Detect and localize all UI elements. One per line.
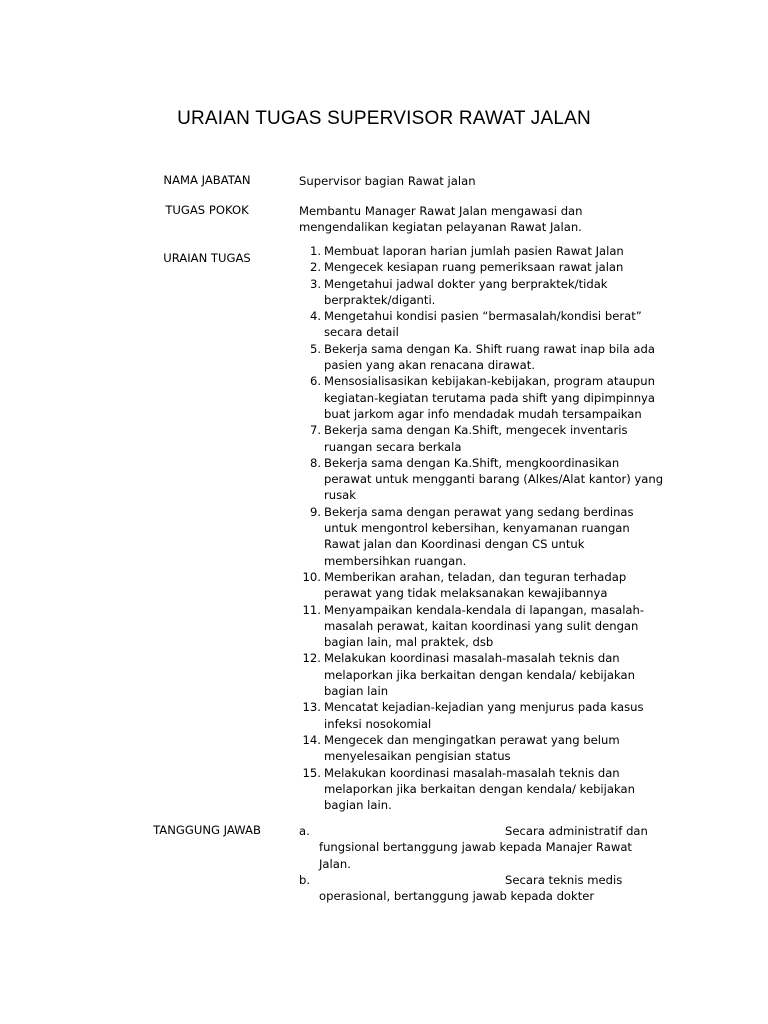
label-uraian-tugas: URAIAN TUGAS: [163, 251, 251, 265]
list-item: 3. Mengetahui jadwal dokter yang berpraktek/tidak berpraktek/diganti.: [309, 276, 608, 307]
list-item: 10. Memberikan arahan, teladan, dan teguran terhadap perawat yang tidak melaksanakan kewajibannya: [302, 569, 627, 601]
list-item: 1. Membuat laporan harian jumlah pasien Rawat Jalan: [309, 244, 624, 258]
list-item: 4. Mengetahui kondisi pasien “bermasalah/kondisi berat” secara detail: [309, 309, 642, 340]
list-item: 11. Menyampaikan kendala-kendala di lapangan, masalah-masalah perawat, kaitan koordinasi yang sulit dengan bagian lain, mal praktek, dsb: [302, 602, 645, 650]
list-item: b. Secara teknis medis operasional, bertanggung jawab kepada dokter: [299, 872, 623, 904]
page-title: URAIAN TUGAS SUPERVISOR RAWAT JALAN: [177, 108, 591, 129]
value-nama-jabatan: Supervisor bagian Rawat jalan: [299, 174, 476, 188]
value-tugas-pokok: Membantu Manager Rawat Jalan mengawasi dan mengendalikan kegiatan pelayanan Rawat Jalan.: [299, 204, 583, 235]
list-item: a. Secara administratif dan fungsional bertanggung jawab kepada Manajer Rawat Jalan.: [299, 824, 648, 871]
list-item: 13. Mencatat kejadian-kejadian yang menjurus pada kasus infeksi nosokomial: [302, 700, 644, 731]
list-item: 2. Mengecek kesiapan ruang pemeriksaan rawat jalan: [309, 260, 624, 275]
list-item: 8. Bekerja sama dengan Ka.Shift, mengkoordinasikan perawat untuk mengganti barang (Alkes/Alat kantor) yang rusak: [309, 455, 664, 503]
label-tugas-pokok: TUGAS POKOK: [165, 203, 249, 217]
list-item: 14. Mengecek dan mengingatkan perawat yang belum menyelesaikan pengisian status: [302, 732, 620, 764]
list-item: 9. Bekerja sama dengan perawat yang sedang berdinas untuk mengontrol kebersihan, kenyamanan ruangan Rawat jalan dan Koordinasi dengan CS untuk membersihkan ruangan.: [309, 504, 634, 568]
list-item: 6. Mensosialisasikan kebijakan-kebijakan, program ataupun kegiatan-kegiatan terutama pada shift yang dipimpinnya buat jarkom agar info mendadak mudah tersampaikan: [309, 374, 656, 421]
tanggung-jawab-list: [299, 823, 659, 904]
list-item: 15. Melakukan koordinasi masalah-masalah teknis dan melaporkan jika berkaitan dengan kendala/ kebijakan bagian lain.: [302, 765, 635, 813]
label-nama-jabatan: NAMA JABATAN: [163, 173, 251, 187]
label-tanggung-jawab: TANGGUNG JAWAB: [153, 823, 261, 837]
uraian-tugas-list: [299, 243, 664, 813]
list-item: 7. Bekerja sama dengan Ka.Shift, mengecek inventaris ruangan secara berkala: [309, 423, 628, 454]
list-item: 12. Melakukan koordinasi masalah-masalah teknis dan melaporkan jika berkaitan dengan kendala/ kebijakan bagian lain: [302, 651, 635, 699]
list-item: 5. Bekerja sama dengan Ka. Shift ruang rawat inap bila ada pasien yang akan renacana dirawat.: [309, 341, 655, 373]
